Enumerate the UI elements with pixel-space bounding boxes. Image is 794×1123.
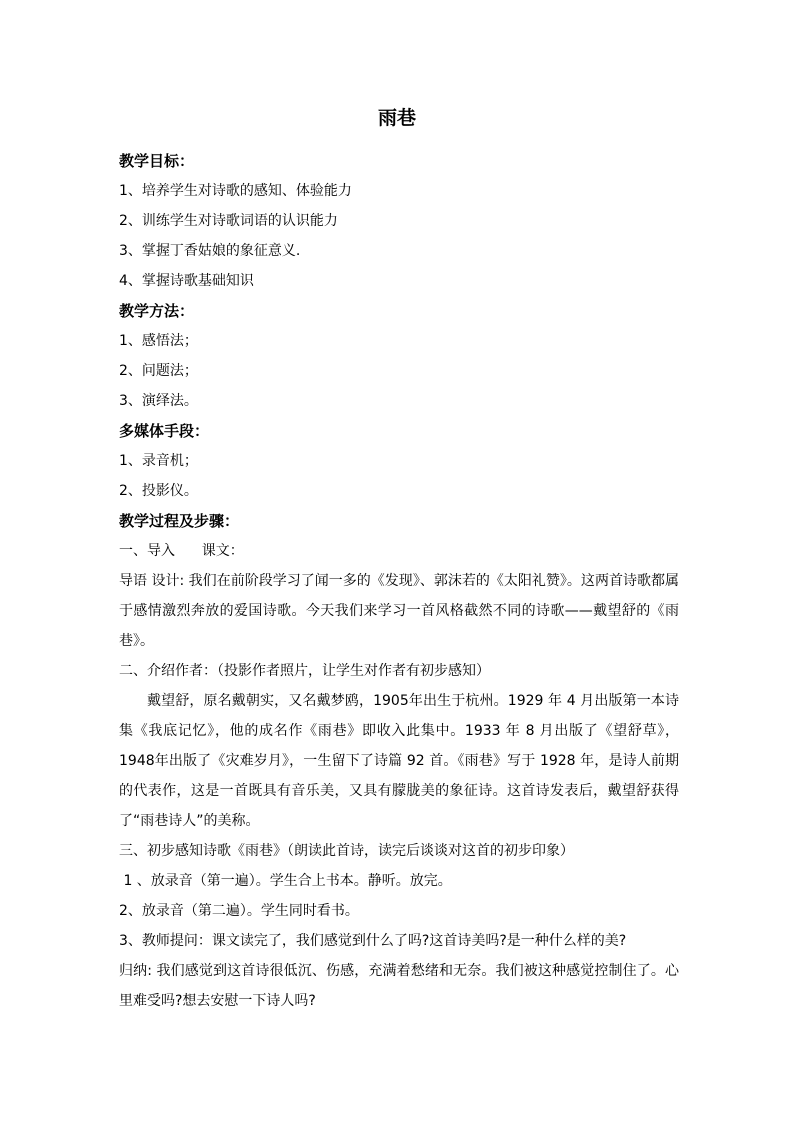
method-item-1: 1、感悟法； [119,333,198,349]
process-heading: 教学过程及步骤： [119,512,240,530]
step-item-2: 2、放录音（第二遍）。学生同时看书。 [119,903,359,919]
method-item-3: 3、演绎法。 [119,393,198,409]
step-item-1: 1 、放录音（第一遍）。学生合上书本。静听。放完。 [119,873,452,889]
intro-paragraph: 导语 设计: 我们在前阶段学习了闻一多的《发现》、郭沫若的《太阳礼赞》。这两首诗歌都属于感情激烈奔放的爱国诗歌。今天我们来学习一首风格截然不同的诗歌——戴望舒的《雨巷》。 [119,573,679,649]
intro-line: 一、导入 课文： [119,543,244,559]
media-heading: 多媒体手段： [119,422,210,440]
reading-line: 三、初步感知诗歌《雨巷》（朗读此首诗，读完后谈谈对这首的初步印象） [119,843,574,859]
document-body [119,146,679,1016]
method-item-2: 2、问题法； [119,363,198,379]
author-paragraph: 戴望舒，原名戴朝实，又名戴梦鸥，1905年出生于杭州。1929 年 4 月出版第一本诗集《我底记忆》，他的成名作《雨巷》即收入此集中。1933 年 8 月出版了《望舒草》，1948年出版了《灾难岁月》，一生留下了诗篇 92 首。《雨巷》写于 1928 年，是诗人前期的代表作，这是一首既具有音乐美，又具有朦胧美的象征诗。这首诗发表后，戴望舒获得了“雨巷诗人”的美称。 [119,693,679,829]
media-item-1: 1、录音机； [119,453,198,469]
goal-item-3: 3、掌握丁香姑娘的象征意义. [119,243,301,259]
goal-item-1: 1、培养学生对诗歌的感知、体验能力 [119,183,352,199]
media-item-2: 2、投影仪。 [119,483,198,499]
author-line: 二、介绍作者：（投影作者照片，让学生对作者有初步感知） [119,663,490,679]
goals-heading: 教学目标： [119,152,195,170]
summary-paragraph: 归纳: 我们感觉到这首诗很低沉、伤感，充满着愁绪和无奈。我们被这种感觉控制住了。心里难受吗?想去安慰一下诗人吗? [119,963,679,1009]
methods-heading: 教学方法： [119,302,195,320]
goal-item-4: 4、掌握诗歌基础知识 [119,273,254,289]
step-item-3: 3、教师提问：课文读完了，我们感觉到什么了吗?这首诗美吗?是一种什么样的美? [119,933,627,949]
document-title: 雨巷 [377,107,416,129]
goal-item-2: 2、训练学生对诗歌词语的认识能力 [119,213,338,229]
